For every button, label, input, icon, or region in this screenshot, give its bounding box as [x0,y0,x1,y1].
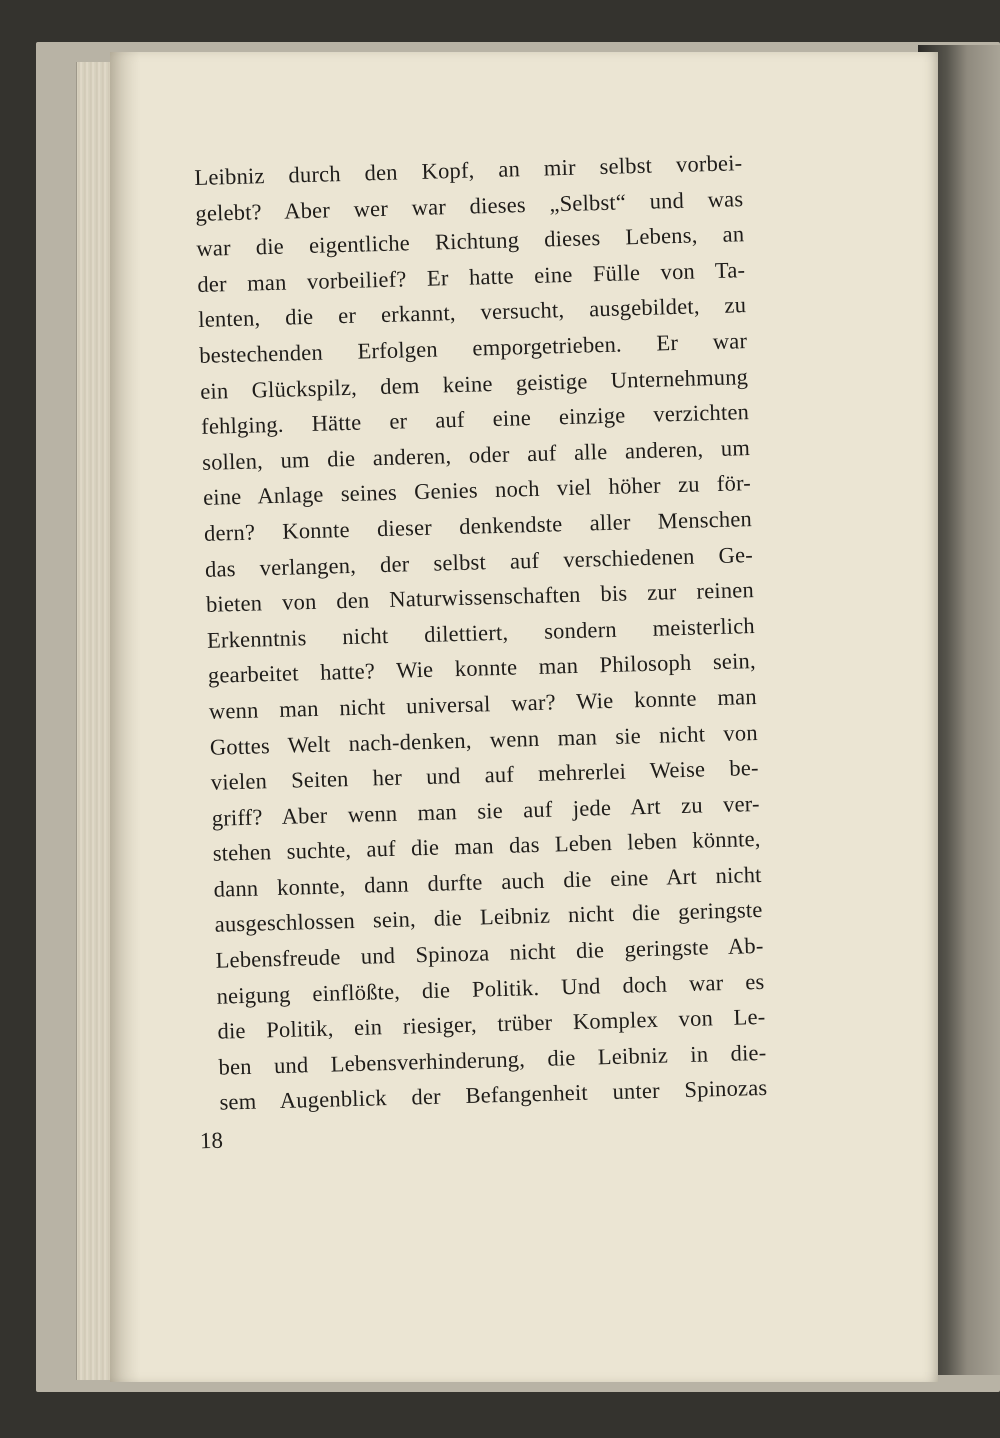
text-line: ausgeschlossen sein, die Leibniz nicht die geringste [214,897,763,938]
text-line: ben und Lebensverhinderung, die Leibniz in die- [218,1039,767,1080]
text-line: gearbeitet hatte? Wie konnte man Philosoph sein, [207,648,757,689]
text-line: Leibniz durch den Kopf, an mir selbst vorbei- [194,150,743,190]
text-line: der man vorbeilief? Er hatte eine Fülle von Ta- [197,256,746,297]
text-line: Erkenntnis nicht dilettiert, sondern meisterlich [206,612,756,653]
text-line: lenten, die er erkannt, versucht, ausgebildet, zu [197,292,747,333]
text-line: dern? Konnte dieser denkendste aller Menschen [203,505,753,546]
text-line: vielen Seiten her und auf mehrerlei Weise be- [210,755,759,795]
text-line: Lebensfreude und Spinoza nicht die geringste Ab- [215,932,764,973]
text-line: eine Anlage seines Genies noch viel höher zu för- [202,470,752,511]
page-number: 18 [199,1127,224,1154]
text-line: ein Glückspilz, dem keine geistige Unternehmung [199,363,749,404]
text-line: bieten von den Naturwissenschaften bis zur reinen [205,577,755,617]
text-line: neigung einflößte, die Politik. Und doch war es [216,968,765,1009]
spine-shadow [110,52,140,1382]
text-line: war die eigentliche Richtung dieses Lebens, an [196,221,745,262]
text-line: das verlangen, der selbst auf verschiedenen Ge- [204,541,754,582]
text-line: wenn man nicht universal war? Wie konnte man [208,683,758,724]
text-line: fehlging. Hätte er auf eine einzige verzichten [200,399,750,440]
text-line: sollen, um die anderen, oder auf alle anderen, um [201,434,751,475]
text-line: sem Augenblick der Befangenheit unter Spinozas [219,1075,768,1116]
text-line: dann konnte, dann durfte auch die eine Art nicht [213,861,762,902]
text-line: gelebt? Aber wer war dieses „Selbst“ und was [195,185,744,226]
text-line: bestechenden Erfolgen emporgetrieben. Er war [198,328,748,368]
text-line: stehen suchte, auf die man das Leben leben könnte, [212,826,761,867]
text-line: Gottes Welt nach-denken, wenn man sie nicht von [209,719,759,760]
text-line: die Politik, ein riesiger, trüber Komplex von Le- [217,1004,766,1044]
body-text [194,145,768,1121]
text-line: griff? Aber wenn man sie auf jede Art zu ver- [211,790,760,831]
